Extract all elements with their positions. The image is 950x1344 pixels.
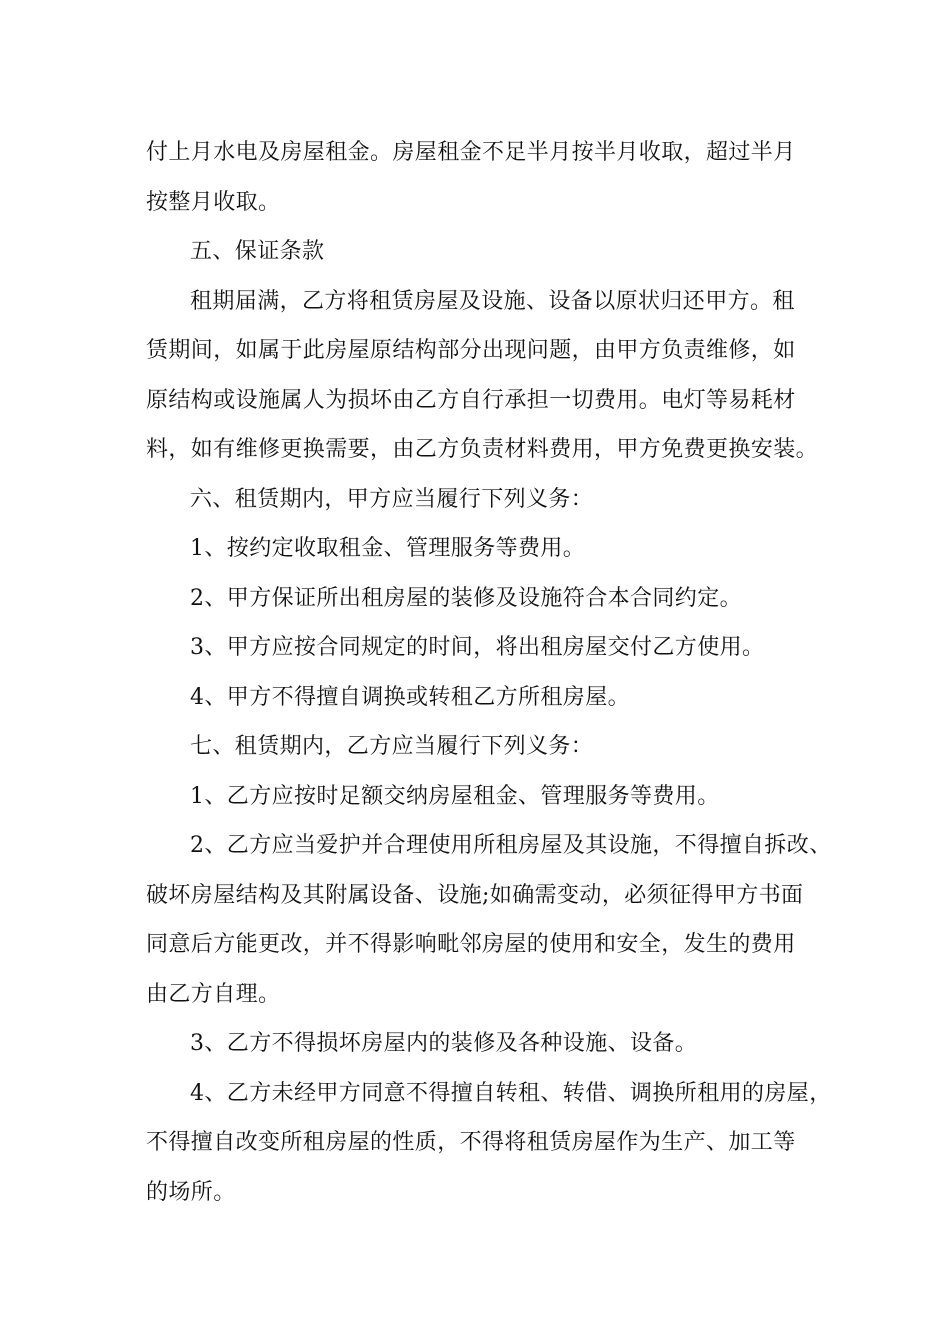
list-item: 4、甲方不得擅自调换或转租乙方所租房屋。 xyxy=(190,684,630,710)
document-body xyxy=(146,128,832,1217)
list-item: 4、乙方未经甲方同意不得擅自转租、转借、调换所租用的房屋， xyxy=(190,1080,832,1106)
body-line: 料，如有维修更换需要，由乙方负责材料费用，甲方免费更换安装。 xyxy=(146,437,819,462)
body-line: 同意后方能更改，并不得影响毗邻房屋的使用和安全，发生的费用 xyxy=(146,932,796,957)
body-line: 不得擅自改变所租房屋的性质，不得将租赁房屋作为生产、加工等 xyxy=(146,1130,796,1155)
section-heading: 五、保证条款 xyxy=(190,239,325,264)
section-heading: 七、租赁期内，乙方应当履行下列义务： xyxy=(190,734,594,759)
body-line: 按整月收取。 xyxy=(146,189,281,215)
section-heading: 六、租赁期内，甲方应当履行下列义务： xyxy=(190,486,594,512)
body-line: 付上月水电及房屋租金。房屋租金不足半月按半月收取，超过半月 xyxy=(146,140,796,165)
list-item: 1、乙方应按时足额交纳房屋租金、管理服务等费用。 xyxy=(190,783,720,809)
body-line: 原结构或设施属人为损坏由乙方自行承担一切费用。电灯等易耗材 xyxy=(146,387,796,413)
list-item: 1、按约定收取租金、管理服务等费用。 xyxy=(190,536,586,561)
body-line: 的场所。 xyxy=(146,1179,236,1205)
list-item: 2、乙方应当爱护并合理使用所租房屋及其设施，不得擅自拆改、 xyxy=(190,833,832,858)
body-line: 由乙方自理。 xyxy=(146,981,281,1007)
list-item: 3、乙方不得损坏房屋内的装修及各种设施、设备。 xyxy=(190,1031,698,1056)
list-item: 3、甲方应按合同规定的时间，将出租房屋交付乙方使用。 xyxy=(190,635,765,660)
body-line: 租期届满，乙方将租赁房屋及设施、设备以原状归还甲方。租 xyxy=(190,288,795,314)
body-line: 破坏房屋结构及其附属设备、设施;如确需变动，必须征得甲方书面 xyxy=(146,882,804,908)
body-line: 赁期间，如属于此房屋原结构部分出现问题，由甲方负责维修，如 xyxy=(146,338,796,363)
list-item: 2、甲方保证所出租房屋的装修及设施符合本合同约定。 xyxy=(190,585,742,611)
